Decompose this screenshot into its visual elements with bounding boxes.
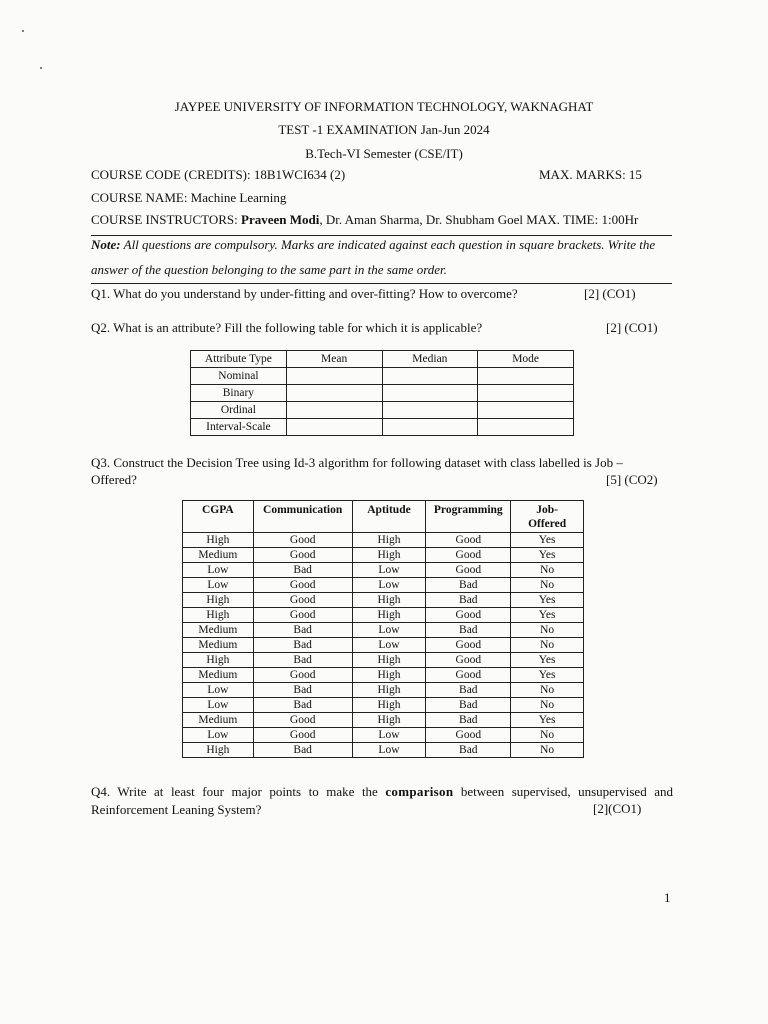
exam-title: TEST -1 EXAMINATION Jan-Jun 2024 (278, 122, 490, 137)
program-title: B.Tech-VI Semester (CSE/IT) (305, 146, 463, 161)
table-cell: Low (183, 578, 254, 593)
empty-cell (382, 368, 478, 385)
empty-cell (286, 419, 382, 436)
table-cell: Bad (253, 653, 352, 668)
table-cell: Yes (511, 713, 584, 728)
table-cell: Bad (426, 713, 511, 728)
table-row (191, 402, 574, 419)
table-row (183, 638, 584, 653)
note-text: All questions are compulsory. Marks are indicated against each question in square brackets. Write the answer of the question belonging to the same part in the same order. (91, 237, 656, 277)
attribute-type-cell: Ordinal (191, 402, 287, 419)
table-cell: Low (183, 683, 254, 698)
header-cell: Job- Offered (511, 501, 584, 533)
table-row (183, 563, 584, 578)
table-cell: Low (352, 623, 426, 638)
table-cell: No (511, 698, 584, 713)
table-cell: Bad (253, 623, 352, 638)
table-cell: Medium (183, 668, 254, 683)
table-cell: High (183, 608, 254, 623)
scan-speck (40, 67, 42, 69)
empty-cell (286, 402, 382, 419)
table-cell: Bad (253, 638, 352, 653)
table-cell: Good (253, 713, 352, 728)
table-row (191, 419, 574, 436)
dataset-table-header (183, 501, 584, 533)
instructors-first: Praveen Modi (241, 212, 320, 227)
table-cell: Good (253, 728, 352, 743)
dataset-table (182, 500, 584, 758)
question-4-prefix: Q4. Write at least four major points to make the (91, 784, 386, 799)
table-cell: Low (352, 728, 426, 743)
table-cell: High (352, 548, 426, 563)
table-cell: High (352, 653, 426, 668)
table-row (183, 623, 584, 638)
table-cell: No (511, 638, 584, 653)
table-cell: High (352, 593, 426, 608)
table-cell: Good (426, 608, 511, 623)
table-cell: No (511, 683, 584, 698)
table-cell: Bad (426, 578, 511, 593)
table-cell: Good (426, 563, 511, 578)
table-cell: No (511, 728, 584, 743)
note-label: Note: (91, 237, 121, 252)
table-cell: Bad (426, 743, 511, 758)
course-instructors (91, 212, 638, 228)
table-row (191, 385, 574, 402)
table-cell: Good (253, 608, 352, 623)
table-cell: High (352, 713, 426, 728)
table-cell: High (183, 533, 254, 548)
table-cell: No (511, 623, 584, 638)
table-cell: Yes (511, 608, 584, 623)
table-cell: Bad (426, 698, 511, 713)
table-cell: Bad (253, 563, 352, 578)
table-cell: Good (426, 668, 511, 683)
empty-cell (382, 419, 478, 436)
table-cell: High (352, 668, 426, 683)
table-cell: Good (426, 548, 511, 563)
table-cell: Good (426, 728, 511, 743)
table-cell: Medium (183, 548, 254, 563)
question-4 (91, 783, 673, 819)
empty-cell (286, 385, 382, 402)
question-1: Q1. What do you understand by under-fitting and over-fitting? How to overcome? (91, 286, 518, 301)
question-3-line-1: Q3. Construct the Decision Tree using Id-3 algorithm for following dataset with class labelled is Job – (91, 455, 623, 470)
question-1-marks: [2] (CO1) (584, 286, 636, 301)
table-cell: Good (253, 668, 352, 683)
table-row (183, 653, 584, 668)
table-cell: Good (426, 638, 511, 653)
table-cell: High (183, 593, 254, 608)
table-cell: Low (352, 563, 426, 578)
max-marks: MAX. MARKS: 15 (539, 167, 642, 182)
table-cell: Good (426, 533, 511, 548)
table-cell: Bad (426, 593, 511, 608)
table-cell: Medium (183, 623, 254, 638)
instructors-rest: , Dr. Aman Sharma, Dr. Shubham Goel MAX. TIME: 1:00Hr (319, 212, 639, 227)
table-cell: Yes (511, 548, 584, 563)
table-cell: Low (352, 578, 426, 593)
table-cell: Low (183, 728, 254, 743)
table-cell: No (511, 563, 584, 578)
table-row (183, 548, 584, 563)
empty-cell (478, 368, 574, 385)
scan-speck (22, 30, 24, 32)
table-cell: Low (352, 638, 426, 653)
course-code: COURSE CODE (CREDITS): 18B1WCI634 (2) (91, 167, 346, 182)
header-cell: Median (382, 351, 478, 368)
table-cell: Bad (426, 683, 511, 698)
question-4-suffix: between supervised, unsupervised and Reinforcement Leaning System? (91, 784, 673, 817)
header-cell: Attribute Type (191, 351, 287, 368)
table-cell: Good (253, 548, 352, 563)
attribute-type-cell: Interval-Scale (191, 419, 287, 436)
table-cell: High (352, 683, 426, 698)
table-row (183, 683, 584, 698)
empty-cell (478, 419, 574, 436)
table-cell: High (352, 698, 426, 713)
table-cell: No (511, 743, 584, 758)
empty-cell (382, 402, 478, 419)
table-cell: Good (253, 533, 352, 548)
attribute-type-cell: Binary (191, 385, 287, 402)
dataset-table-body (183, 533, 584, 758)
header-cell: CGPA (183, 501, 254, 533)
table-cell: High (183, 743, 254, 758)
header-cell: Aptitude (352, 501, 426, 533)
table-cell: Bad (253, 698, 352, 713)
empty-cell (478, 402, 574, 419)
table-row (183, 593, 584, 608)
table-row (183, 533, 584, 548)
table-cell: No (511, 578, 584, 593)
table-row (183, 578, 584, 593)
table-cell: Low (183, 563, 254, 578)
attribute-table-header (191, 351, 574, 368)
table-row (183, 728, 584, 743)
attribute-table (190, 350, 574, 436)
empty-cell (478, 385, 574, 402)
table-cell: Yes (511, 593, 584, 608)
table-row (191, 368, 574, 385)
page-number: 1 (664, 890, 671, 905)
table-cell: High (183, 653, 254, 668)
table-cell: High (352, 533, 426, 548)
question-2: Q2. What is an attribute? Fill the following table for which it is applicable? (91, 320, 483, 335)
question-3-line-2: Offered? (91, 472, 137, 487)
table-row (183, 713, 584, 728)
table-cell: Good (253, 593, 352, 608)
course-name: COURSE NAME: Machine Learning (91, 190, 287, 205)
instructors-prefix: COURSE INSTRUCTORS: (91, 212, 242, 227)
table-cell: Bad (426, 623, 511, 638)
table-cell: Medium (183, 638, 254, 653)
question-3-marks: [5] (CO2) (606, 472, 658, 487)
table-cell: Yes (511, 668, 584, 683)
table-cell: Bad (253, 683, 352, 698)
table-cell: Low (352, 743, 426, 758)
header-cell: Mode (478, 351, 574, 368)
table-cell: Yes (511, 533, 584, 548)
table-cell: Low (183, 698, 254, 713)
question-2-marks: [2] (CO1) (606, 320, 658, 335)
empty-cell (382, 385, 478, 402)
divider-bottom (91, 283, 672, 284)
table-cell: High (352, 608, 426, 623)
question-4-marks: [2](CO1) (593, 801, 642, 816)
question-4-emphasis: comparison (385, 784, 454, 799)
table-cell: Good (426, 653, 511, 668)
table-row (183, 608, 584, 623)
university-name: JAYPEE UNIVERSITY OF INFORMATION TECHNOLOGY, WAKNAGHAT (174, 99, 594, 114)
table-cell: Good (253, 578, 352, 593)
attribute-type-cell: Nominal (191, 368, 287, 385)
empty-cell (286, 368, 382, 385)
table-cell: Bad (253, 743, 352, 758)
note-paragraph (91, 232, 676, 282)
table-row (183, 668, 584, 683)
table-cell: Yes (511, 653, 584, 668)
table-cell: Medium (183, 713, 254, 728)
header-cell: Communication (253, 501, 352, 533)
header-cell: Mean (286, 351, 382, 368)
header-cell: Programming (426, 501, 511, 533)
table-row (183, 698, 584, 713)
table-row (183, 743, 584, 758)
